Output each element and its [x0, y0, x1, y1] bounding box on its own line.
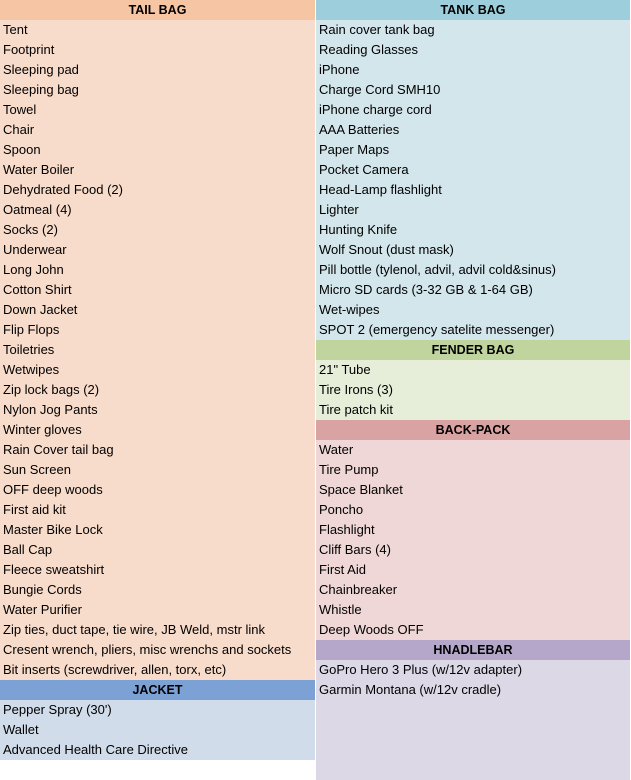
- fender-bag-item: Tire patch kit: [316, 400, 630, 420]
- fender-bag-section: [316, 340, 631, 420]
- tail-bag-section: [0, 0, 316, 680]
- tail-bag-item: Spoon: [0, 140, 315, 160]
- tail-bag-item: Footprint: [0, 40, 315, 60]
- tank-bag-item: Wet-wipes: [316, 300, 630, 320]
- tail-bag-item: Ball Cap: [0, 540, 315, 560]
- back-pack-item: Space Blanket: [316, 480, 630, 500]
- back-pack-item: Flashlight: [316, 520, 630, 540]
- tail-bag-item: Cresent wrench, pliers, misc wrenchs and sockets: [0, 640, 315, 660]
- jacket-item: Advanced Health Care Directive: [0, 740, 315, 760]
- back-pack-item: Chainbreaker: [316, 580, 630, 600]
- tank-bag-header: TANK BAG: [316, 0, 630, 20]
- handlebar-section: [316, 640, 631, 780]
- tank-bag-section: [316, 0, 631, 340]
- tank-bag-item: iPhone charge cord: [316, 100, 630, 120]
- jacket-item: Wallet: [0, 720, 315, 740]
- tank-bag-item: Charge Cord SMH10: [316, 80, 630, 100]
- back-pack-item: Deep Woods OFF: [316, 620, 630, 640]
- tank-bag-item: Hunting Knife: [316, 220, 630, 240]
- left-column: [0, 0, 316, 760]
- tail-bag-item: OFF deep woods: [0, 480, 315, 500]
- handlebar-header: HNADLEBAR: [316, 640, 630, 660]
- tank-bag-item: Wolf Snout (dust mask): [316, 240, 630, 260]
- tail-bag-item: Long John: [0, 260, 315, 280]
- tail-bag-item: Chair: [0, 120, 315, 140]
- tail-bag-item: Fleece sweatshirt: [0, 560, 315, 580]
- tail-bag-item: Sleeping bag: [0, 80, 315, 100]
- tank-bag-item: Micro SD cards (3-32 GB & 1-64 GB): [316, 280, 630, 300]
- tail-bag-item: Towel: [0, 100, 315, 120]
- tank-bag-item: Pill bottle (tylenol, advil, advil cold&sinus): [316, 260, 630, 280]
- jacket-section: [0, 680, 316, 760]
- tail-bag-item: Zip lock bags (2): [0, 380, 315, 400]
- tail-bag-item: First aid kit: [0, 500, 315, 520]
- tail-bag-item: Socks (2): [0, 220, 315, 240]
- tank-bag-item: iPhone: [316, 60, 630, 80]
- fender-bag-item: Tire Irons (3): [316, 380, 630, 400]
- tail-bag-item: Master Bike Lock: [0, 520, 315, 540]
- tail-bag-header: TAIL BAG: [0, 0, 315, 20]
- tail-bag-item: Bit inserts (screwdriver, allen, torx, etc): [0, 660, 315, 680]
- fender-bag-header: FENDER BAG: [316, 340, 630, 360]
- back-pack-item: Water: [316, 440, 630, 460]
- tail-bag-item: Down Jacket: [0, 300, 315, 320]
- handlebar-empty-row: [316, 760, 630, 780]
- back-pack-item: Poncho: [316, 500, 630, 520]
- tank-bag-item: Rain cover tank bag: [316, 20, 630, 40]
- tail-bag-item: Water Boiler: [0, 160, 315, 180]
- tank-bag-item: Reading Glasses: [316, 40, 630, 60]
- tail-bag-item: Zip ties, duct tape, tie wire, JB Weld, mstr link: [0, 620, 315, 640]
- tail-bag-item: Nylon Jog Pants: [0, 400, 315, 420]
- handlebar-empty-row: [316, 700, 630, 720]
- handlebar-empty-row: [316, 720, 630, 740]
- tail-bag-item: Water Purifier: [0, 600, 315, 620]
- back-pack-item: Cliff Bars (4): [316, 540, 630, 560]
- back-pack-item: Whistle: [316, 600, 630, 620]
- tank-bag-item: Paper Maps: [316, 140, 630, 160]
- jacket-item: Pepper Spray (30'): [0, 700, 315, 720]
- tank-bag-item: Head-Lamp flashlight: [316, 180, 630, 200]
- tail-bag-item: Bungie Cords: [0, 580, 315, 600]
- handlebar-item: Garmin Montana (w/12v cradle): [316, 680, 630, 700]
- tail-bag-item: Toiletries: [0, 340, 315, 360]
- tail-bag-item: Wetwipes: [0, 360, 315, 380]
- handlebar-empty-row: [316, 740, 630, 760]
- tail-bag-item: Oatmeal (4): [0, 200, 315, 220]
- tail-bag-item: Dehydrated Food (2): [0, 180, 315, 200]
- tank-bag-item: Lighter: [316, 200, 630, 220]
- back-pack-item: Tire Pump: [316, 460, 630, 480]
- back-pack-header: BACK-PACK: [316, 420, 630, 440]
- fender-bag-item: 21" Tube: [316, 360, 630, 380]
- tail-bag-item: Underwear: [0, 240, 315, 260]
- back-pack-item: First Aid: [316, 560, 630, 580]
- tank-bag-item: Pocket Camera: [316, 160, 630, 180]
- tail-bag-item: Tent: [0, 20, 315, 40]
- handlebar-item: GoPro Hero 3 Plus (w/12v adapter): [316, 660, 630, 680]
- tail-bag-item: Winter gloves: [0, 420, 315, 440]
- tank-bag-item: SPOT 2 (emergency satelite messenger): [316, 320, 630, 340]
- tail-bag-item: Sleeping pad: [0, 60, 315, 80]
- right-column: [316, 0, 631, 780]
- tail-bag-item: Sun Screen: [0, 460, 315, 480]
- tail-bag-item: Flip Flops: [0, 320, 315, 340]
- tail-bag-item: Cotton Shirt: [0, 280, 315, 300]
- tail-bag-item: Rain Cover tail bag: [0, 440, 315, 460]
- jacket-header: JACKET: [0, 680, 315, 700]
- back-pack-section: [316, 420, 631, 640]
- tank-bag-item: AAA Batteries: [316, 120, 630, 140]
